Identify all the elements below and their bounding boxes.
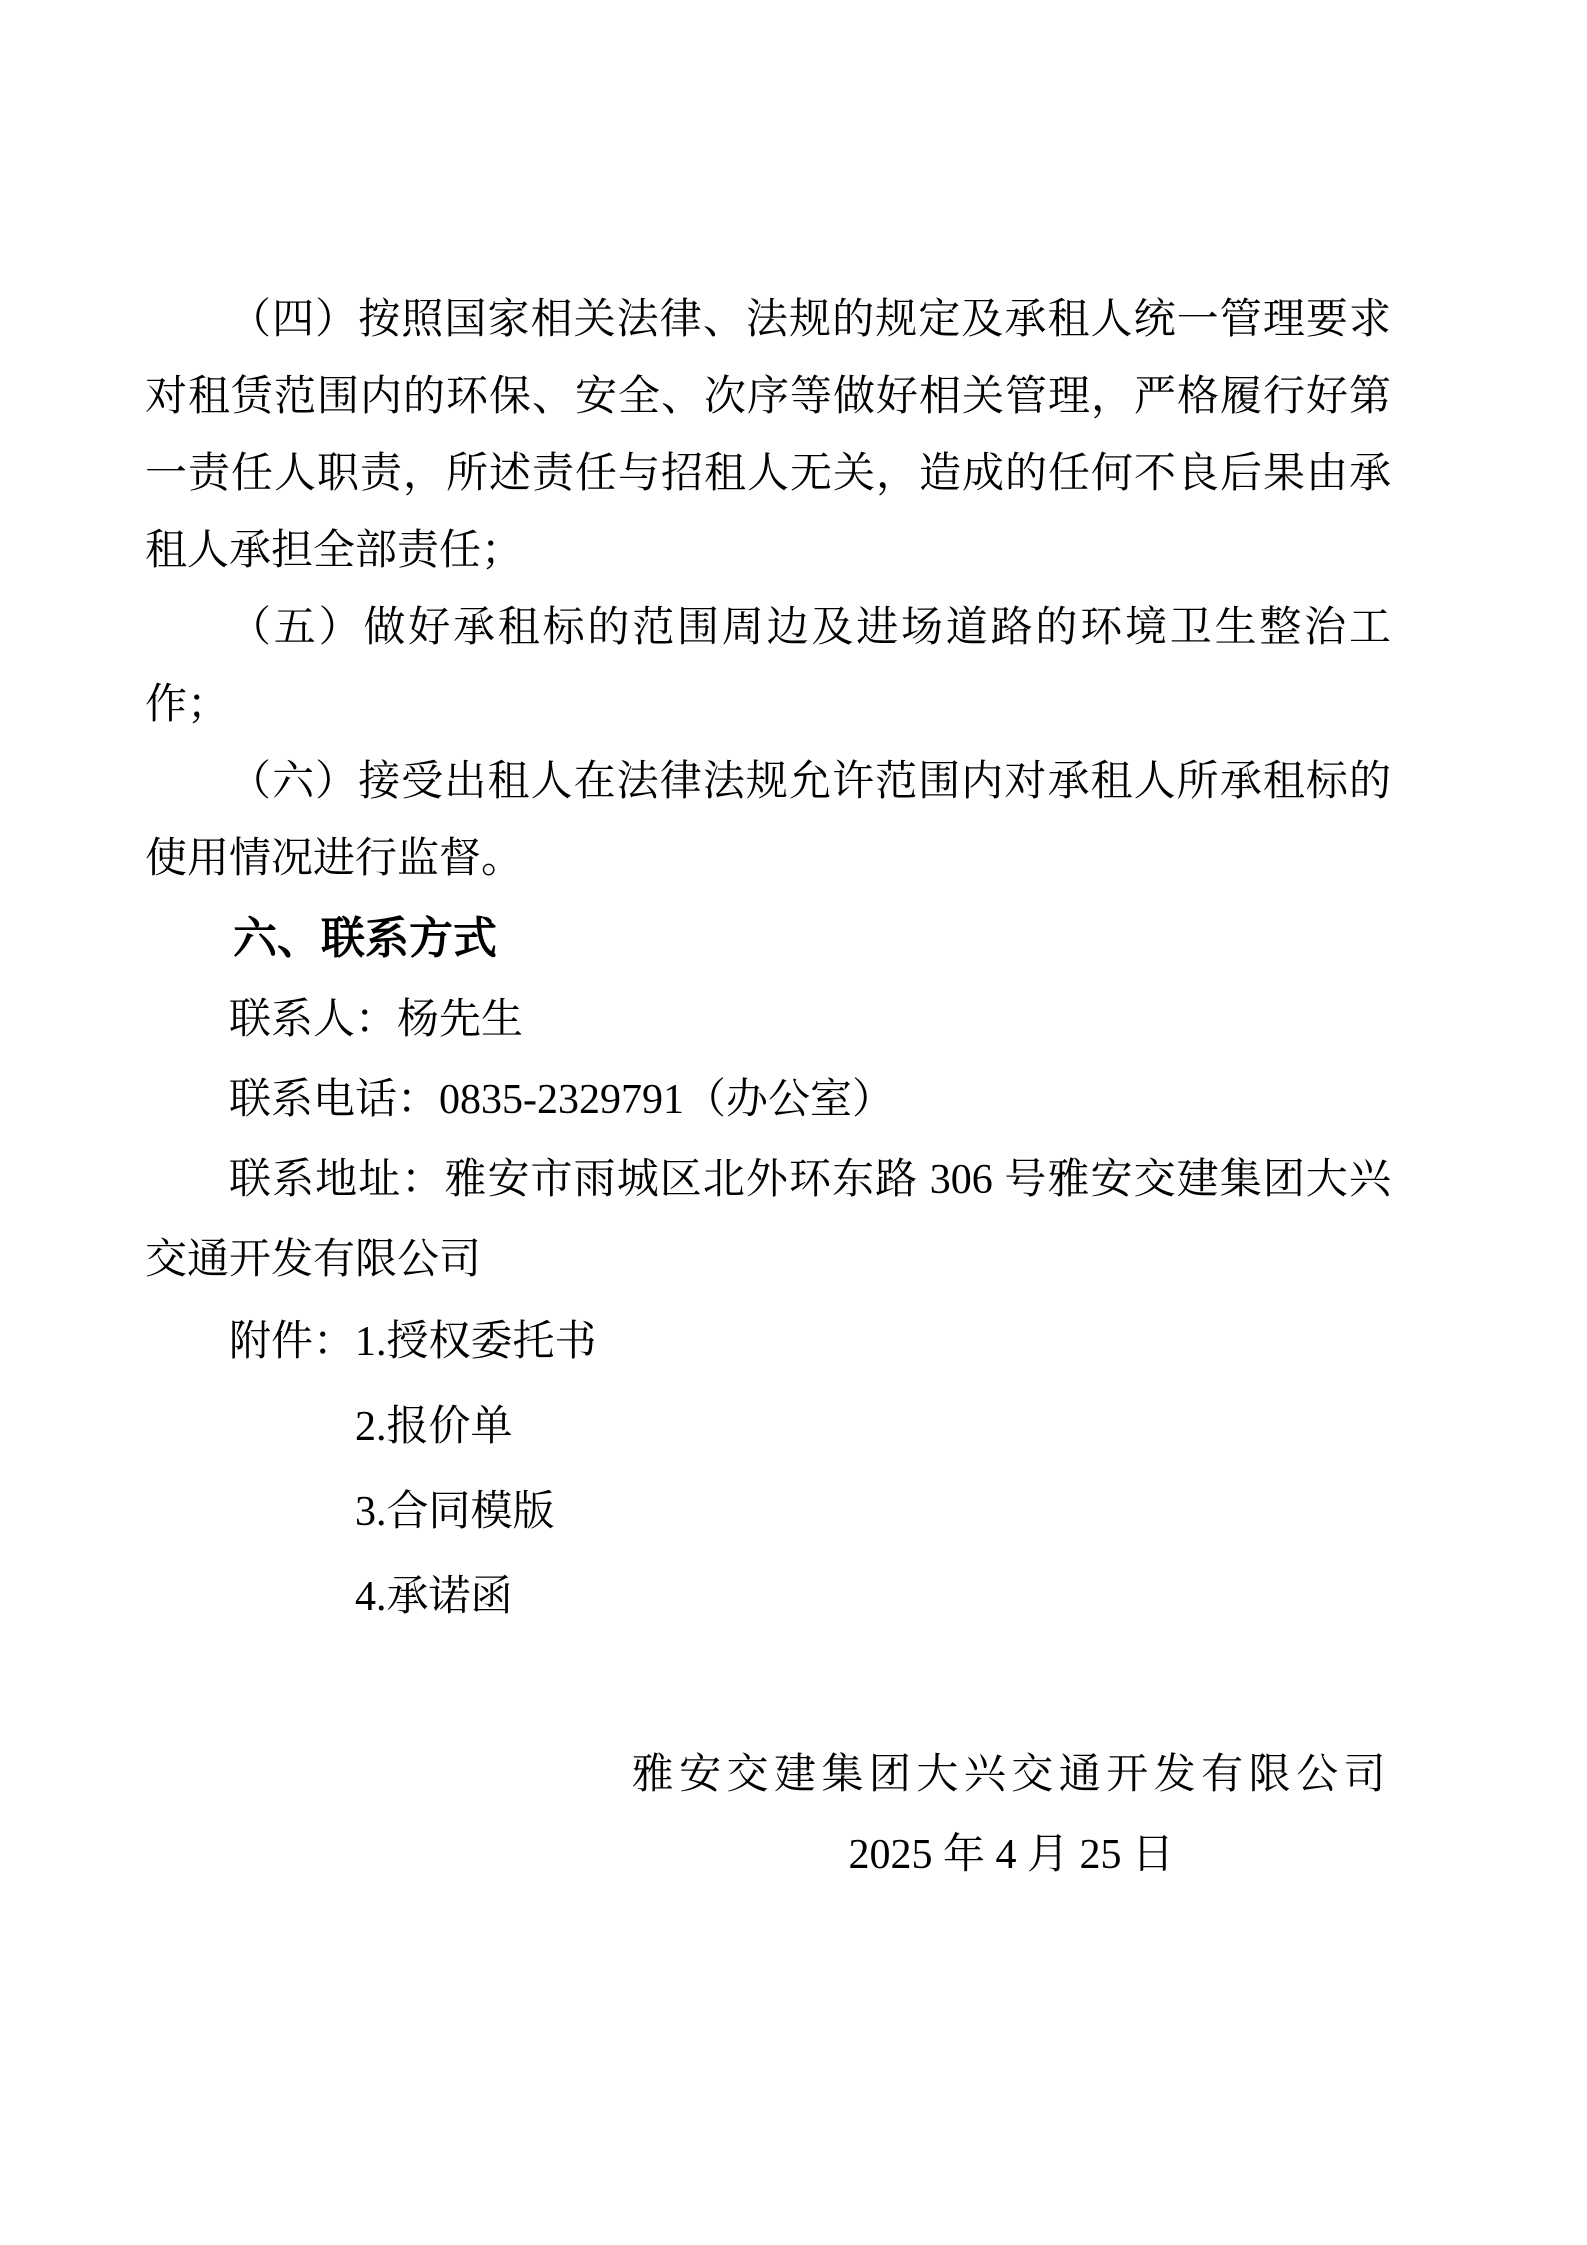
contact-person-label: 联系人：	[229, 997, 398, 1043]
attachments-label: 附件：	[229, 1319, 356, 1365]
attachment-item-2: 2.报价单	[355, 1404, 513, 1450]
clause-paragraph-4: （四）按照国家相关法律、法规的规定及承租人统一管理要求对租赁范围内的环保、安全、次序等做好相关管理，严格履行好第一责任人职责，所述责任与招租人无关，造成的任何不良后果由承租人承担全部责任；	[145, 297, 1391, 574]
attachments-block	[229, 1300, 1391, 1640]
document-body	[145, 282, 1391, 1895]
contact-person-line	[145, 980, 1391, 1060]
attachments-list	[355, 1300, 597, 1640]
signature-company: 雅安交建集团大兴交通开发有限公司	[631, 1752, 1391, 1798]
clause-paragraph-5: （五）做好承租标的范围周边及进场道路的环境卫生整治工作；	[145, 605, 1391, 728]
signature-date: 2025 年 4 月 25 日	[848, 1832, 1175, 1878]
contact-address-label: 联系地址：	[229, 1157, 445, 1203]
section-heading-contact: 六、联系方式	[233, 914, 497, 963]
attachment-item-1: 1.授权委托书	[355, 1319, 597, 1365]
contact-address-value: 雅安市雨城区北外环东路 306 号雅安交建集团大兴交通开发有限公司	[145, 1157, 1391, 1283]
contact-address-line	[145, 1140, 1391, 1300]
contact-phone-line	[145, 1060, 1391, 1140]
contact-phone-label: 联系电话：	[229, 1077, 440, 1123]
attachment-item-3: 3.合同模版	[355, 1489, 555, 1535]
contact-phone-value: 0835-2329791（办公室）	[439, 1077, 895, 1123]
attachment-item-4: 4.承诺函	[355, 1574, 513, 1620]
clause-paragraph-6: （六）接受出租人在法律法规允许范围内对承租人所承租标的使用情况进行监督。	[145, 759, 1391, 882]
signature-block	[632, 1735, 1391, 1895]
contact-person-value: 杨先生	[397, 997, 524, 1043]
